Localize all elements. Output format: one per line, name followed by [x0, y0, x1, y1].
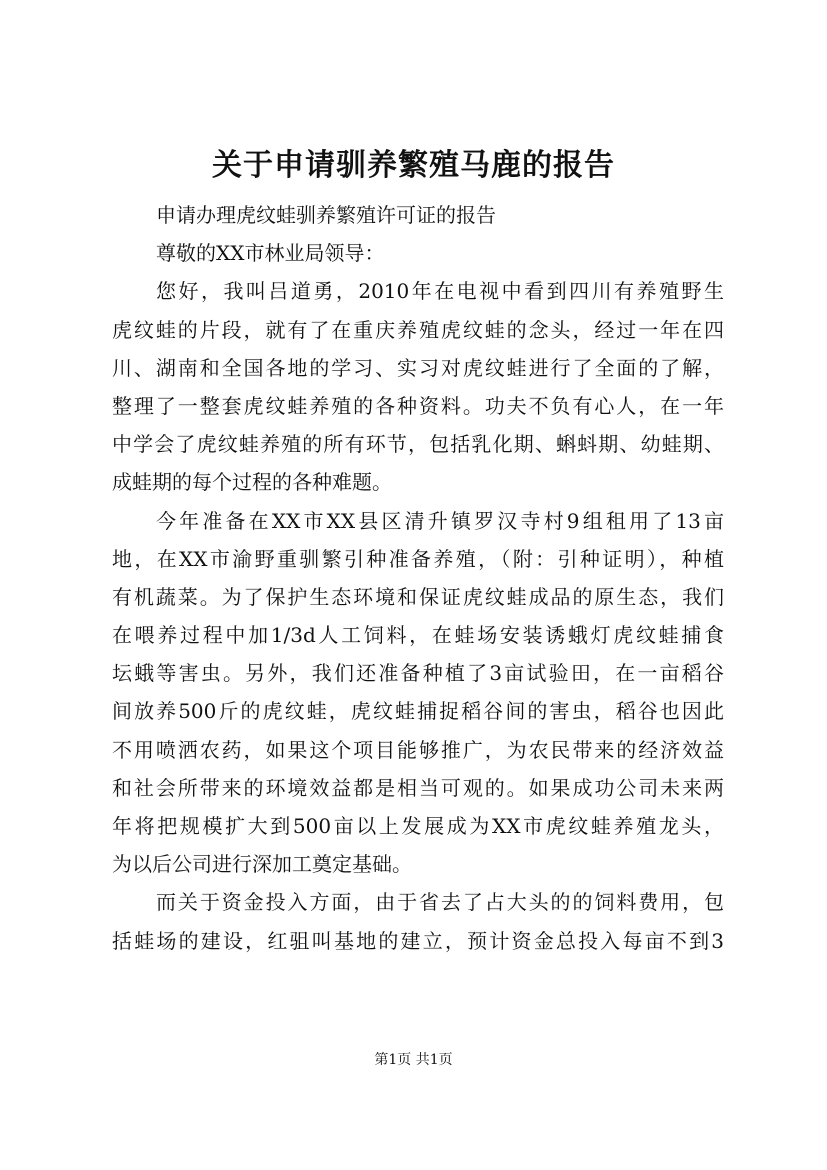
paragraph-line: 和社会所带来的环境效益都是相当可观的。如果成功公司未来两: [112, 775, 724, 800]
paragraph-line: 地，在XX市渝野重驯繁引种准备养殖，（附：引种证明），种植: [112, 546, 724, 571]
paragraph-line: 有机蔬菜。为了保护生态环境和保证虎纹蛙成品的原生态，我们: [112, 584, 724, 609]
paragraph-line: 您好，我叫吕道勇，2010年在电视中看到四川有养殖野生: [156, 279, 724, 304]
page-footer: 第1页 共1页: [374, 1052, 453, 1068]
paragraph-line: 年将把规模扩大到500亩以上发展成为XX市虎纹蛙养殖龙头，: [112, 814, 724, 838]
paragraph-line: 整理了一整套虎纹蛙养殖的各种资料。功夫不负有心人，在一年: [112, 393, 724, 418]
document-subtitle: 申请办理虎纹蛙驯养繁殖许可证的报告: [156, 203, 496, 227]
paragraph-line: 虎纹蛙的片段，就有了在重庆养殖虎纹蛙的念头，经过一年在四: [112, 317, 724, 342]
paragraph-line: 在喂养过程中加1/3d人工饲料，在蛙场安装诱蛾灯虎纹蛙捕食: [112, 623, 724, 648]
paragraph-line: 间放养500斤的虎纹蛙，虎纹蛙捕捉稻谷间的害虫，稻谷也因此: [112, 699, 724, 724]
document-title: 关于申请驯养繁殖马鹿的报告: [212, 148, 615, 183]
document-body: [112, 196, 724, 960]
paragraph-line: 中学会了虎纹蛙养殖的所有环节，包括乳化期、蝌蚪期、幼蛙期、: [112, 432, 724, 457]
paragraph-line: 成蛙期的每个过程的各种难题。: [112, 470, 392, 495]
paragraph-line: 川、湖南和全国各地的学习、实习对虎纹蛙进行了全面的了解，: [112, 355, 724, 380]
paragraph-line: 不用喷洒农药，如果这个项目能够推广，为农民带来的经济效益: [112, 737, 724, 762]
salutation: 尊敬的XX市林业局领导：: [156, 241, 385, 266]
paragraph-line: 坛蛾等害虫。另外，我们还准备种植了3亩试验田，在一亩稻谷: [112, 661, 724, 686]
paragraph-line: 为以后公司进行深加工奠定基础。: [112, 852, 412, 877]
paragraph-line: 而关于资金投入方面，由于省去了占大头的的饲料费用，包: [156, 890, 724, 915]
paragraph-line: 括蛙场的建设，红驵叫基地的建立，预计资金总投入每亩不到3: [112, 928, 724, 953]
paragraph-line: 今年准备在XX市XX县区清升镇罗汉寺村9组租用了13亩: [156, 508, 724, 533]
